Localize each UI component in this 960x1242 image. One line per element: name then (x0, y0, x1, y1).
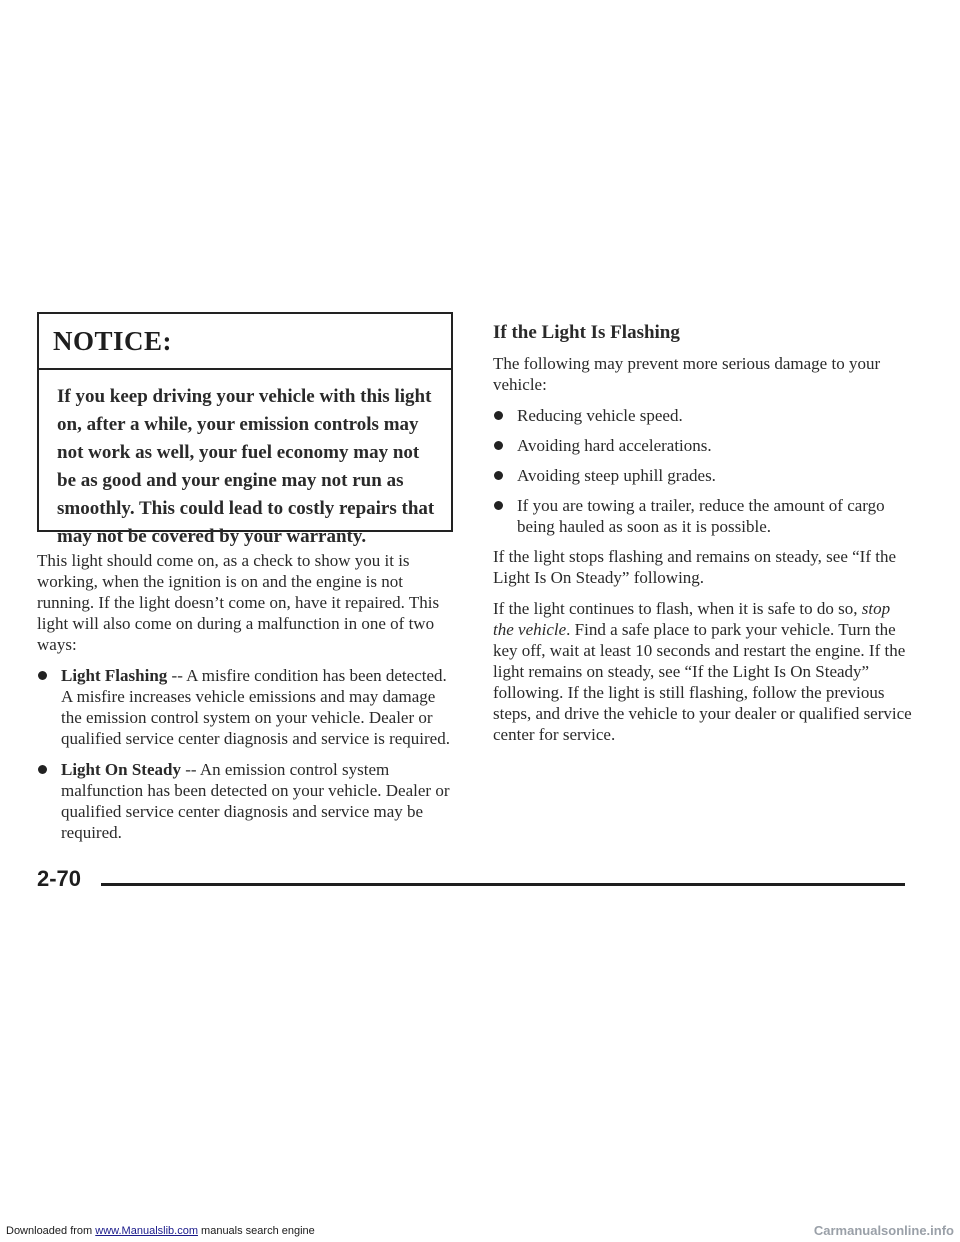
watermark-text: Carmanualsonline.info (813, 1223, 954, 1238)
list-item (493, 435, 913, 456)
section-heading: If the Light Is Flashing (493, 322, 680, 343)
banner-prefix: Downloaded from (6, 1225, 96, 1237)
bullet-icon (494, 441, 503, 450)
bullet-icon (38, 671, 47, 680)
list-item (493, 495, 913, 537)
list-item (493, 405, 913, 426)
item-lead: Light On Steady (61, 760, 181, 779)
emphasis-text: stop the vehicle (493, 599, 891, 639)
manualslib-link[interactable]: www.Manualslib.com (95, 1225, 198, 1237)
item-text: Reducing vehicle speed. (517, 406, 683, 425)
list-item (37, 759, 457, 843)
notice-header (39, 314, 451, 370)
malfunction-list (37, 665, 457, 843)
bullet-icon (38, 765, 47, 774)
prevention-list (493, 405, 913, 537)
notice-box (37, 312, 453, 547)
bullet-icon (494, 501, 503, 510)
page-number: 2-70 (37, 866, 82, 891)
intro-paragraph: The following may prevent more serious damage to your vehicle: (493, 354, 881, 394)
right-column (493, 322, 913, 745)
paragraph-end: . Find a safe place to park your vehicle. Turn the key off, wait at least 10 seconds and restart the engine. If the light remains on steady, see “If the Light Is On Steady” following. If the light is still flashing, follow the previous steps, and drive the vehicle to your dealer or qualified service center for service. (493, 620, 912, 744)
item-lead: Light Flashing (61, 666, 168, 685)
paragraph-start: If the light continues to flash, when it is safe to do so, (493, 599, 862, 618)
footer-rule (101, 883, 905, 886)
item-text: -- An emission control system malfunction has been detected on your vehicle. Dealer or qualified service center diagnosis and service may be required. (61, 760, 450, 842)
list-item (37, 665, 457, 749)
notice-title: NOTICE: (53, 325, 173, 356)
download-notice (6, 1224, 315, 1238)
steady-paragraph: If the light stops flashing and remains on steady, see “If the Light Is On Steady” following. (493, 547, 897, 587)
page-footer (37, 866, 905, 906)
download-banner (0, 1224, 960, 1242)
banner-suffix: manuals search engine (197, 1225, 315, 1237)
notice-body: If you keep driving your vehicle with this light on, after a while, your emission controls may not work as well, your fuel economy may not be as good and your engine may not run as smoothly. This could lead to costly repairs that may not be covered by your warranty. (57, 386, 435, 547)
bullet-icon (494, 471, 503, 480)
list-item (493, 465, 913, 486)
intro-paragraph: This light should come on, as a check to show you it is working, when the ignition is on and the engine is not running. If the light doesn’t come on, have it repaired. This light will also come on during a malfunction in one of two ways: (37, 551, 440, 654)
bullet-icon (494, 411, 503, 420)
item-text: If you are towing a trailer, reduce the amount of cargo being hauled as soon as it is possible. (517, 496, 885, 536)
left-column (37, 550, 457, 853)
item-text: Avoiding steep uphill grades. (517, 466, 716, 485)
item-text: Avoiding hard accelerations. (517, 436, 712, 455)
flashing-paragraph (493, 598, 913, 745)
item-text: -- A misfire condition has been detected. A misfire increases vehicle emissions and may damage the emission control system on your vehicle. Dealer or qualified service center diagnosis and service is required. (61, 666, 450, 748)
